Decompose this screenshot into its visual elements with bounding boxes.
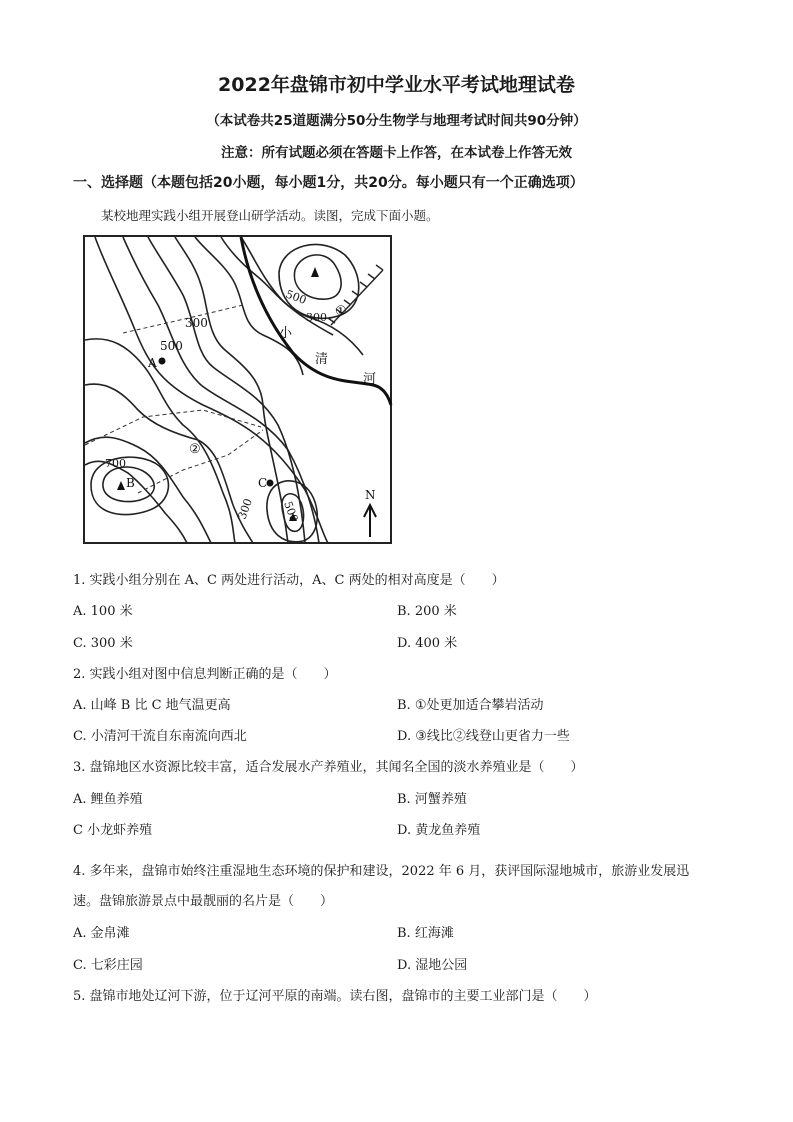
- contour-label-700: 700: [105, 457, 126, 470]
- question-3-option-d: D. 黄龙鱼养殖: [397, 823, 481, 838]
- question-4-option-a: A. 金帛滩: [73, 926, 130, 941]
- river-label-3: 河: [363, 372, 377, 387]
- question-2-option-b: B. ①处更加适合攀岩活动: [397, 698, 544, 713]
- question-1-stem: 1. 实践小组分别在 A、C 两处进行活动，A、C 两处的相对高度是（ ）: [73, 573, 505, 588]
- question-4-stem-continued: 速。盘锦旅游景点中最靓丽的名片是（ ）: [73, 894, 334, 909]
- river-label-1: 小: [279, 326, 293, 341]
- page-title: 2022年盘锦市初中学业水平考试地理试卷: [218, 74, 575, 96]
- exam-subtitle: （本试卷共25道题满分50分生物学与地理考试时间共90分钟）: [206, 113, 587, 129]
- question-4-stem: 4. 多年来，盘锦市始终注重湿地生态环境的保护和建设，2022 年 6 月，获评国际湿地城市，旅游业发展迅: [73, 864, 690, 879]
- question-1-option-b: B. 200 米: [397, 604, 457, 619]
- contour-label-500-top: 500: [160, 339, 183, 353]
- question-4-option-c: C. 七彩庄园: [73, 958, 143, 973]
- contour-label-500-ne: 500: [283, 287, 309, 308]
- point-c-dot: [267, 480, 274, 487]
- contour-map: [83, 235, 393, 545]
- contour-map-figure: [83, 235, 393, 545]
- question-2-option-c: C. 小清河干流自东南流向西北: [73, 729, 247, 744]
- route2-label: ②: [189, 442, 201, 457]
- section-intro: 某校地理实践小组开展登山研学活动。读图，完成下面小题。: [101, 208, 439, 223]
- contour-label-300-bottom: 300: [235, 496, 256, 522]
- question-2-option-d: D. ③线比②线登山更省力一些: [397, 729, 570, 744]
- river-label-2: 清: [315, 352, 329, 367]
- exam-notice: 注意：所有试题必须在答题卡上作答，在本试卷上作答无效: [221, 145, 572, 161]
- question-2-option-a: A. 山峰 B 比 C 地气温更高: [73, 698, 231, 713]
- point-c-label: C: [258, 476, 268, 490]
- question-1-option-d: D. 400 米: [397, 636, 458, 651]
- contour-label-500-bottom: 500: [281, 499, 301, 524]
- question-1-option-c: C. 300 米: [73, 636, 133, 651]
- point-a-dot: [159, 358, 166, 365]
- question-3-option-a: A. 鲤鱼养殖: [73, 792, 143, 807]
- question-2-stem: 2. 实践小组对图中信息判断正确的是（ ）: [73, 667, 337, 682]
- point-a-label: A: [148, 356, 157, 370]
- question-3-option-b: B. 河蟹养殖: [397, 792, 467, 807]
- section-heading: 一、选择题（本题包括20小题，每小题1分，共20分。每小题只有一个正确选项）: [73, 175, 584, 191]
- question-3-stem: 3. 盘锦地区水资源比较丰富，适合发展水产养殖业，其闻名全国的淡水养殖业是（ ）: [73, 760, 584, 775]
- question-3-option-c: C 小龙虾养殖: [73, 823, 153, 838]
- route1-label: ①: [335, 304, 347, 319]
- question-5-stem: 5. 盘锦市地处辽河下游，位于辽河平原的南端。读右图，盘锦市的主要工业部门是（ ）: [73, 989, 597, 1004]
- north-label: N: [365, 488, 376, 502]
- contour-label-300-ne: 300: [306, 311, 327, 324]
- contour-label-300-top: 300: [185, 316, 208, 330]
- map-frame: [84, 236, 391, 543]
- question-4-option-b: B. 红海滩: [397, 926, 454, 941]
- question-4-option-d: D. 湿地公园: [397, 958, 468, 973]
- question-1-option-a: A. 100 米: [73, 604, 133, 619]
- point-b-label: B: [126, 476, 135, 490]
